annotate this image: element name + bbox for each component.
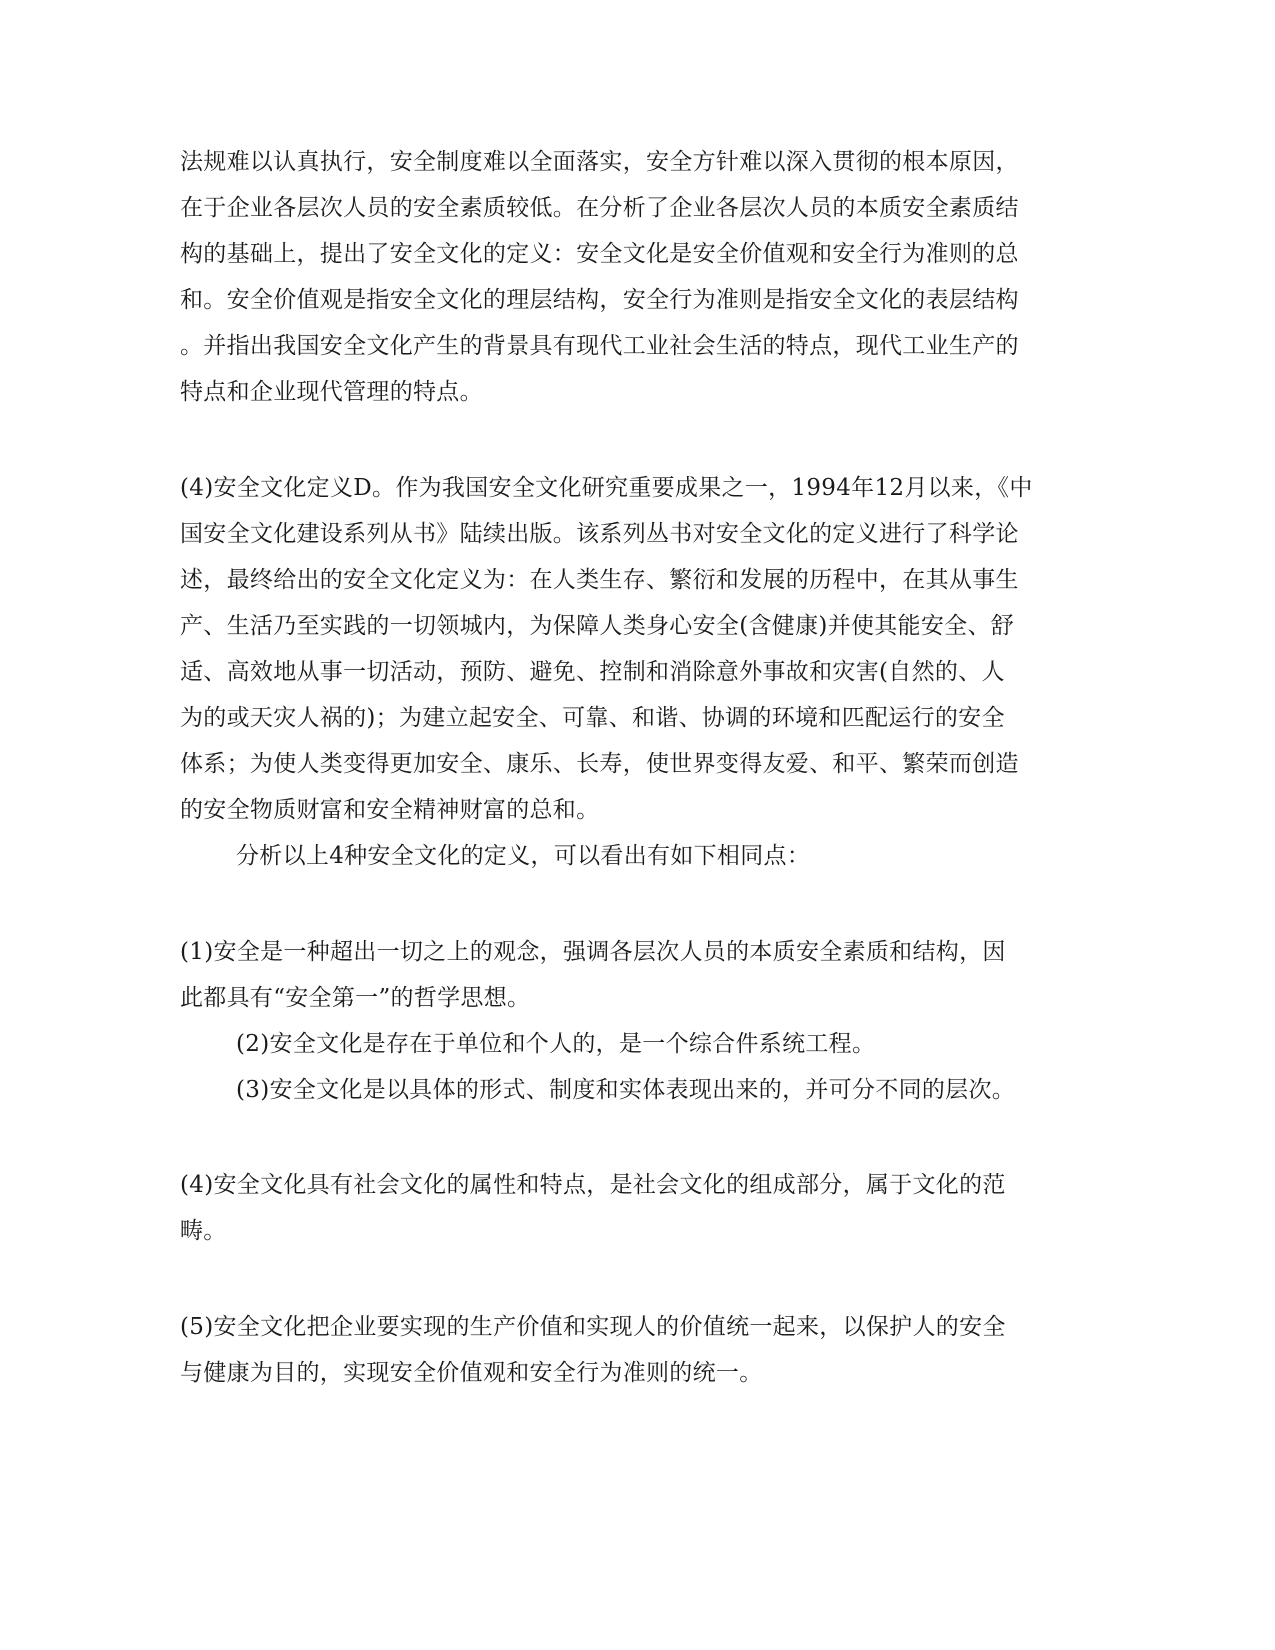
- text-line: 的安全物质财富和安全精神财富的总和。: [180, 797, 600, 823]
- text-line: (3)安全文化是以具体的形式、制度和实体表现出来的，并可分不同的层次。: [236, 1077, 1016, 1103]
- text-line: 此都具有“安全第一”的哲学思想。: [180, 985, 531, 1011]
- text-line: 和。安全价值观是指安全文化的理层结构，安全行为准则是指安全文化的表层结构: [180, 287, 1019, 313]
- text-line: 与健康为目的，实现安全价值观和安全行为准则的统一。: [180, 1360, 763, 1386]
- text-line: 述，最终给出的安全文化定义为：在人类生存、繁衍和发展的历程中，在其从事生: [180, 567, 1019, 593]
- text-line: 在于企业各层次人员的安全素质较低。在分析了企业各层次人员的本质安全素质结: [180, 195, 1019, 221]
- text-line: 为的或天灾人祸的)；为建立起安全、可靠、和谐、协调的环境和匹配运行的安全: [180, 705, 1005, 731]
- text-line: 畴。: [180, 1218, 227, 1244]
- text-line: (2)安全文化是存在于单位和个人的，是一个综合件系统工程。: [236, 1031, 876, 1057]
- text-line: 产、生活乃至实践的一切领城内，为保障人类身心安全(含健康)并使其能安全、舒: [180, 613, 1015, 639]
- text-line: 法规难以认真执行，安全制度难以全面落实，安全方针难以深入贯彻的根本原因，: [180, 149, 1019, 175]
- text-line: (5)安全文化把企业要实现的生产价值和实现人的价值统一起来，以保护人的安全: [180, 1314, 1006, 1340]
- text-line: 构的基础上，提出了安全文化的定义：安全文化是安全价值观和安全行为准则的总: [180, 241, 1019, 267]
- text-line: (1)安全是一种超出一切之上的观念，强调各层次人员的本质安全素质和结构，因: [180, 939, 1006, 965]
- text-line: 分析以上4种安全文化的定义，可以看出有如下相同点：: [236, 843, 811, 869]
- text-line: (4)安全文化具有社会文化的属性和特点，是社会文化的组成部分，属于文化的范: [180, 1172, 1006, 1198]
- text-line: 适、高效地从事一切活动，预防、避免、控制和消除意外事故和灾害(自然的、人: [180, 659, 1005, 685]
- text-line: 。并指出我国安全文化产生的背景具有现代工业社会生活的特点，现代工业生产的: [180, 333, 1019, 359]
- text-line: (4)安全文化定义D。作为我国安全文化研究重要成果之一，1994年12月以来，《中: [180, 475, 1033, 501]
- text-line: 国安全文化建设系列从书》陆续出版。该系列丛书对安全文化的定义进行了科学论: [180, 521, 1019, 547]
- text-line: 特点和企业现代管理的特点。: [180, 379, 483, 405]
- text-line: 体系；为使人类变得更加安全、康乐、长寿，使世界变得友爱、和平、繁荣而创造: [180, 751, 1019, 777]
